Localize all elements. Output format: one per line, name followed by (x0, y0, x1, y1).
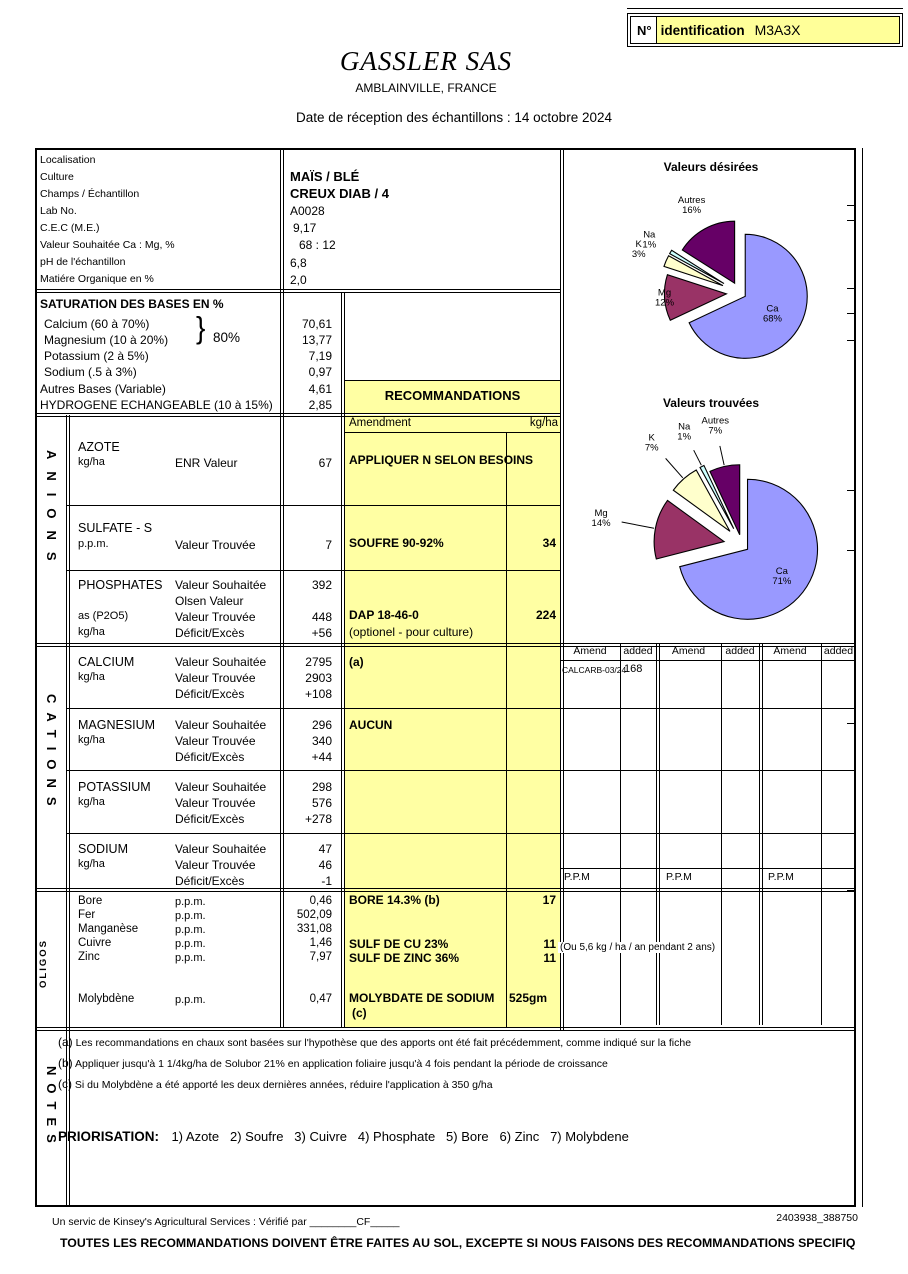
footer-disclaimer: TOUTES LES RECOMMANDATIONS DOIVENT ÊTRE FAITES AU SOL, EXCEPTE SI NOUS FAISONS DES RECOMMANDATIONS SPECIFIQ (60, 1236, 856, 1250)
cation-value: 296 (311, 718, 332, 732)
info-value-labno: A0028 (290, 204, 325, 218)
anion-sulfate-desc: Valeur Trouvée (175, 538, 256, 552)
section-label-notes: NOTES (44, 1066, 59, 1151)
anion-phosphates-rec-value: 224 (535, 608, 556, 622)
divider (721, 643, 722, 1025)
oligo-bore-rec-value: 17 (542, 893, 556, 907)
section-label-anions: ANIONS (44, 450, 59, 573)
cation-unit: kg/ha (78, 796, 105, 808)
identification-box (627, 13, 903, 47)
anion-phosphates-value1: 392 (311, 578, 332, 592)
pie-leader-line (694, 450, 702, 465)
saturation-value: 7,19 (308, 349, 332, 363)
anion-phosphates-unit: kg/ha (78, 626, 105, 638)
cation-unit: kg/ha (78, 671, 105, 683)
info-label: pH de l'échantillon (40, 256, 126, 268)
pie-chart-valeurs-desirees (565, 178, 857, 393)
oligo-name: Manganèse (78, 923, 139, 935)
cation-name: CALCIUM (78, 655, 135, 669)
pie-slice-label: Autres 16% (677, 194, 706, 216)
info-value-ph: 6,8 (290, 256, 307, 270)
anion-azote-value: 67 (318, 456, 332, 470)
anion-sulfate-recommendation: SOUFRE 90-92% (349, 536, 444, 550)
note-tag: (a) (58, 1035, 73, 1049)
pie-slice-label: Na 1% (677, 421, 692, 443)
anion-phosphates-line1: Valeur Souhaitée (175, 578, 267, 592)
anion-sulfate-rec-value: 34 (542, 536, 556, 550)
oligo-name: Zinc (78, 951, 100, 963)
amendment-unit-label: kg/ha (529, 417, 558, 429)
divider (759, 643, 763, 1025)
identification-field (656, 17, 899, 43)
cation-line: Déficit/Excès (175, 687, 245, 701)
anion-azote-unit: kg/ha (78, 456, 105, 468)
pie-slice-label: K 7% (644, 432, 659, 454)
oligo-zinc-recommendation: SULF DE ZINC 36% (349, 951, 460, 965)
pie-desired-title: Valeurs désirées (663, 160, 759, 174)
cation-line: Valeur Trouvée (175, 734, 256, 748)
cation-name: POTASSIUM (78, 780, 151, 794)
cation-value: 576 (311, 796, 332, 810)
oligo-unit: p.p.m. (175, 994, 206, 1006)
cation-line: Déficit/Excès (175, 874, 245, 888)
info-value-camg: 68 : 12 (299, 238, 336, 252)
oligo-value: 7,97 (309, 951, 332, 963)
pie-leader-line (622, 522, 654, 528)
cation-line: Déficit/Excès (175, 750, 245, 764)
cation-line: Valeur Souhaitée (175, 655, 267, 669)
cation-value: 298 (311, 780, 332, 794)
info-label: Champs / Échantillon (40, 188, 140, 200)
pie-leader-line (666, 458, 683, 477)
oligo-molybdate-recommendation: MOLYBDATE DE SODIUM (349, 991, 495, 1005)
anion-azote-desc: ENR Valeur (175, 456, 238, 470)
divider (862, 148, 863, 1207)
anion-phosphates-line3: Valeur Trouvée (175, 610, 256, 624)
pie-slice-label: Ca 68% (762, 303, 782, 325)
note-text: Les recommandations en chaux sont basées sur l'hypothèse que des apports ont été fait précédemment, comme indiqué sur la fiche (75, 1037, 692, 1049)
divider (627, 8, 903, 9)
divider (560, 148, 564, 1030)
cation-unit: kg/ha (78, 858, 105, 870)
cation-value: 47 (318, 842, 332, 856)
cation-line: Valeur Trouvée (175, 858, 256, 872)
divider (345, 380, 560, 381)
tick-mark (847, 723, 856, 724)
divider (560, 660, 856, 661)
cation-line: Valeur Souhaitée (175, 718, 267, 732)
note-text: Si du Molybdène a été apporté les deux dernières années, réduire l'application à 350 g/ha (74, 1079, 493, 1091)
oligo-unit: p.p.m. (175, 938, 206, 950)
amend-history-amount: 168 (624, 663, 643, 675)
brace-note: 80% (213, 330, 241, 345)
cation-value: +278 (304, 812, 332, 826)
cation-line: Déficit/Excès (175, 812, 245, 826)
info-label: Culture (40, 171, 74, 183)
info-value-champs: CREUX DIAB / 4 (290, 186, 389, 201)
footer-service-line: Un servic de Kinsey's Agricultural Services : Vérifié par ________CF_____ (52, 1216, 400, 1228)
cation-calcium-recommendation: (a) (349, 655, 364, 669)
cation-line: Valeur Trouvée (175, 671, 256, 685)
anion-azote-recommendation: APPLIQUER N SELON BESOINS (349, 453, 534, 467)
divider (66, 833, 856, 834)
info-label: Valeur Souhaitée Ca : Mg, % (40, 239, 175, 251)
cation-value: 340 (311, 734, 332, 748)
amend-table-header: added (823, 645, 854, 657)
cation-value: 2795 (305, 655, 332, 669)
section-label-oligos: OLIGOS (38, 939, 49, 988)
divider (66, 770, 856, 771)
info-value-mo: 2,0 (290, 273, 307, 287)
priorisation-items: 1) Azote 2) Soufre 3) Cuivre 4) Phosphate 5) Bore 6) Zinc 7) Molybdene (171, 1129, 629, 1144)
pie-leader-line (720, 446, 724, 465)
pie-slice-label: Ca 71% (772, 565, 792, 587)
cation-value: 2903 (305, 671, 332, 685)
info-value-cec: 9,17 (293, 221, 317, 235)
saturation-label: Autres Bases (Variable) (40, 382, 166, 396)
amend-table-header: added (623, 645, 653, 657)
saturation-label: Calcium (60 à 70%) (44, 317, 150, 331)
oligo-molybdate-rec-note: (c) (352, 1006, 367, 1020)
saturation-label: Potassium (2 à 5%) (44, 349, 149, 363)
saturation-value: 0,97 (308, 365, 332, 379)
amend-table-header: Amend (773, 645, 807, 657)
oligo-value: 1,46 (309, 937, 332, 949)
info-label: C.E.C (M.E.) (40, 222, 100, 234)
footer-code: 2403938_388750 (776, 1212, 858, 1224)
saturation-title: SATURATION DES BASES EN % (40, 297, 224, 311)
divider (37, 1027, 856, 1031)
cation-unit: kg/ha (78, 734, 105, 746)
saturation-value: 13,77 (301, 333, 332, 347)
ppm-label: P.P.M (666, 871, 692, 883)
identification-value: M3A3X (754, 22, 801, 38)
pie-slice-label: Mg 12% (655, 287, 675, 309)
company-location: AMBLAINVILLE, FRANCE (355, 81, 497, 95)
anion-phosphates-value4: +56 (311, 626, 332, 640)
cation-name: MAGNESIUM (78, 718, 156, 732)
oligo-value: 502,09 (296, 909, 332, 921)
brace-glyph: } (196, 310, 206, 345)
saturation-value: 4,61 (308, 382, 332, 396)
divider (560, 868, 856, 869)
amendment-column-label: Amendment (349, 417, 412, 429)
oligo-value: 331,08 (296, 923, 332, 935)
pie-found-title: Valeurs trouvées (662, 396, 760, 410)
pie-slice-label: Na 1% (642, 229, 657, 251)
divider (66, 708, 856, 709)
amend-table-header: Amend (573, 645, 607, 657)
cation-name: SODIUM (78, 842, 128, 856)
cation-magnesium-recommendation: AUCUN (349, 718, 393, 732)
reception-date: Date de réception des échantillons : 14 octobre 2024 (296, 110, 612, 125)
oligo-unit: p.p.m. (175, 924, 206, 936)
pie-slice-label: K 3% (631, 239, 646, 261)
oligo-value: 0,46 (309, 895, 332, 907)
note-tag: (c) (58, 1077, 72, 1091)
oligo-unit: p.p.m. (175, 896, 206, 908)
cation-line: Valeur Trouvée (175, 796, 256, 810)
divider (620, 643, 621, 1025)
anion-sulfate-unit: p.p.m. (78, 538, 109, 550)
oligo-cuivre-rec-value: 11 (543, 937, 556, 951)
info-label: Localisation (40, 154, 96, 166)
pie-slice-label: Autres 7% (701, 415, 730, 437)
cation-value: +108 (304, 687, 332, 701)
amend-table-header: Amend (671, 645, 706, 657)
recommendations-header: RECOMMANDATIONS (384, 388, 521, 403)
oligo-value: 0,47 (309, 993, 332, 1005)
divider (37, 888, 856, 892)
saturation-value: 70,61 (301, 317, 332, 331)
info-label: Matiére Organique en % (40, 273, 154, 285)
pie-chart-valeurs-trouvees (565, 412, 857, 637)
oligo-unit: p.p.m. (175, 910, 206, 922)
identification-prefix: N° (637, 22, 652, 38)
divider (656, 643, 660, 1025)
divider (821, 643, 822, 1025)
cation-line: Valeur Souhaitée (175, 842, 267, 856)
oligo-name: Fer (78, 909, 96, 921)
priorisation-label: PRIORISATION: (58, 1129, 159, 1144)
oligo-name: Bore (78, 895, 103, 907)
oligo-bore-recommendation: BORE 14.3% (b) (349, 893, 440, 907)
cation-value: +44 (311, 750, 332, 764)
anion-phosphates-name: PHOSPHATES (78, 578, 163, 592)
oligo-side-note: (Ou 5,6 kg / ha / an pendant 2 ans) (560, 942, 716, 953)
anion-sulfate-value: 7 (325, 538, 332, 552)
anion-sulfate-name: SULFATE - S (78, 521, 153, 535)
oligo-name: Molybdène (78, 993, 135, 1005)
divider (66, 570, 560, 571)
oligo-zinc-rec-value: 11 (543, 951, 556, 965)
oligo-unit: p.p.m. (175, 952, 206, 964)
anion-phosphates-rec-note: (optionel - pour culture) (349, 625, 474, 639)
anion-phosphates-line4: Déficit/Excès (175, 626, 245, 640)
identification-label: identification (660, 22, 745, 38)
divider (37, 289, 560, 293)
cation-value: -1 (321, 874, 332, 888)
oligo-name: Cuivre (78, 937, 112, 949)
note-text: Appliquer jusqu'à 1 1/4kg/ha de Solubor 21% en application foliaire jusqu'à 4 fois pendant la période de croissance (75, 1058, 608, 1070)
saturation-label: Sodium (.5 à 3%) (44, 365, 137, 379)
anion-phosphates-sub: as (P2O5) (78, 610, 129, 622)
anion-azote-name: AZOTE (78, 440, 120, 454)
anion-phosphates-line2: Olsen Valeur (175, 594, 244, 608)
anion-phosphates-recommendation: DAP 18-46-0 (349, 608, 419, 622)
cation-value: 46 (318, 858, 332, 872)
anion-phosphates-value3: 448 (311, 610, 332, 624)
info-value-culture: MAÏS / BLÉ (290, 169, 360, 184)
divider (66, 505, 560, 506)
amend-table-header: added (725, 645, 755, 657)
note-tag: (b) (58, 1056, 73, 1070)
section-label-cations: CATIONS (44, 694, 59, 815)
oligo-cuivre-recommendation: SULF DE CU 23% (349, 937, 449, 951)
amend-history-product: CALCARB-03/24 (562, 665, 627, 675)
company-name: GASSLER SAS (339, 46, 513, 76)
cation-line: Valeur Souhaitée (175, 780, 267, 794)
saturation-value: 2,85 (308, 398, 332, 412)
ppm-label: P.P.M (564, 871, 590, 883)
ppm-label: P.P.M (768, 871, 794, 883)
saturation-label: Magnesium (10 à 20%) (44, 333, 169, 347)
saturation-label: HYDROGENE ECHANGEABLE (10 à 15%) (40, 398, 273, 412)
info-label: Lab No. (40, 205, 77, 217)
divider (345, 432, 560, 433)
pie-slice-label: Mg 14% (591, 508, 611, 530)
oligo-molybdate-rec-value: 525gm (509, 991, 548, 1005)
